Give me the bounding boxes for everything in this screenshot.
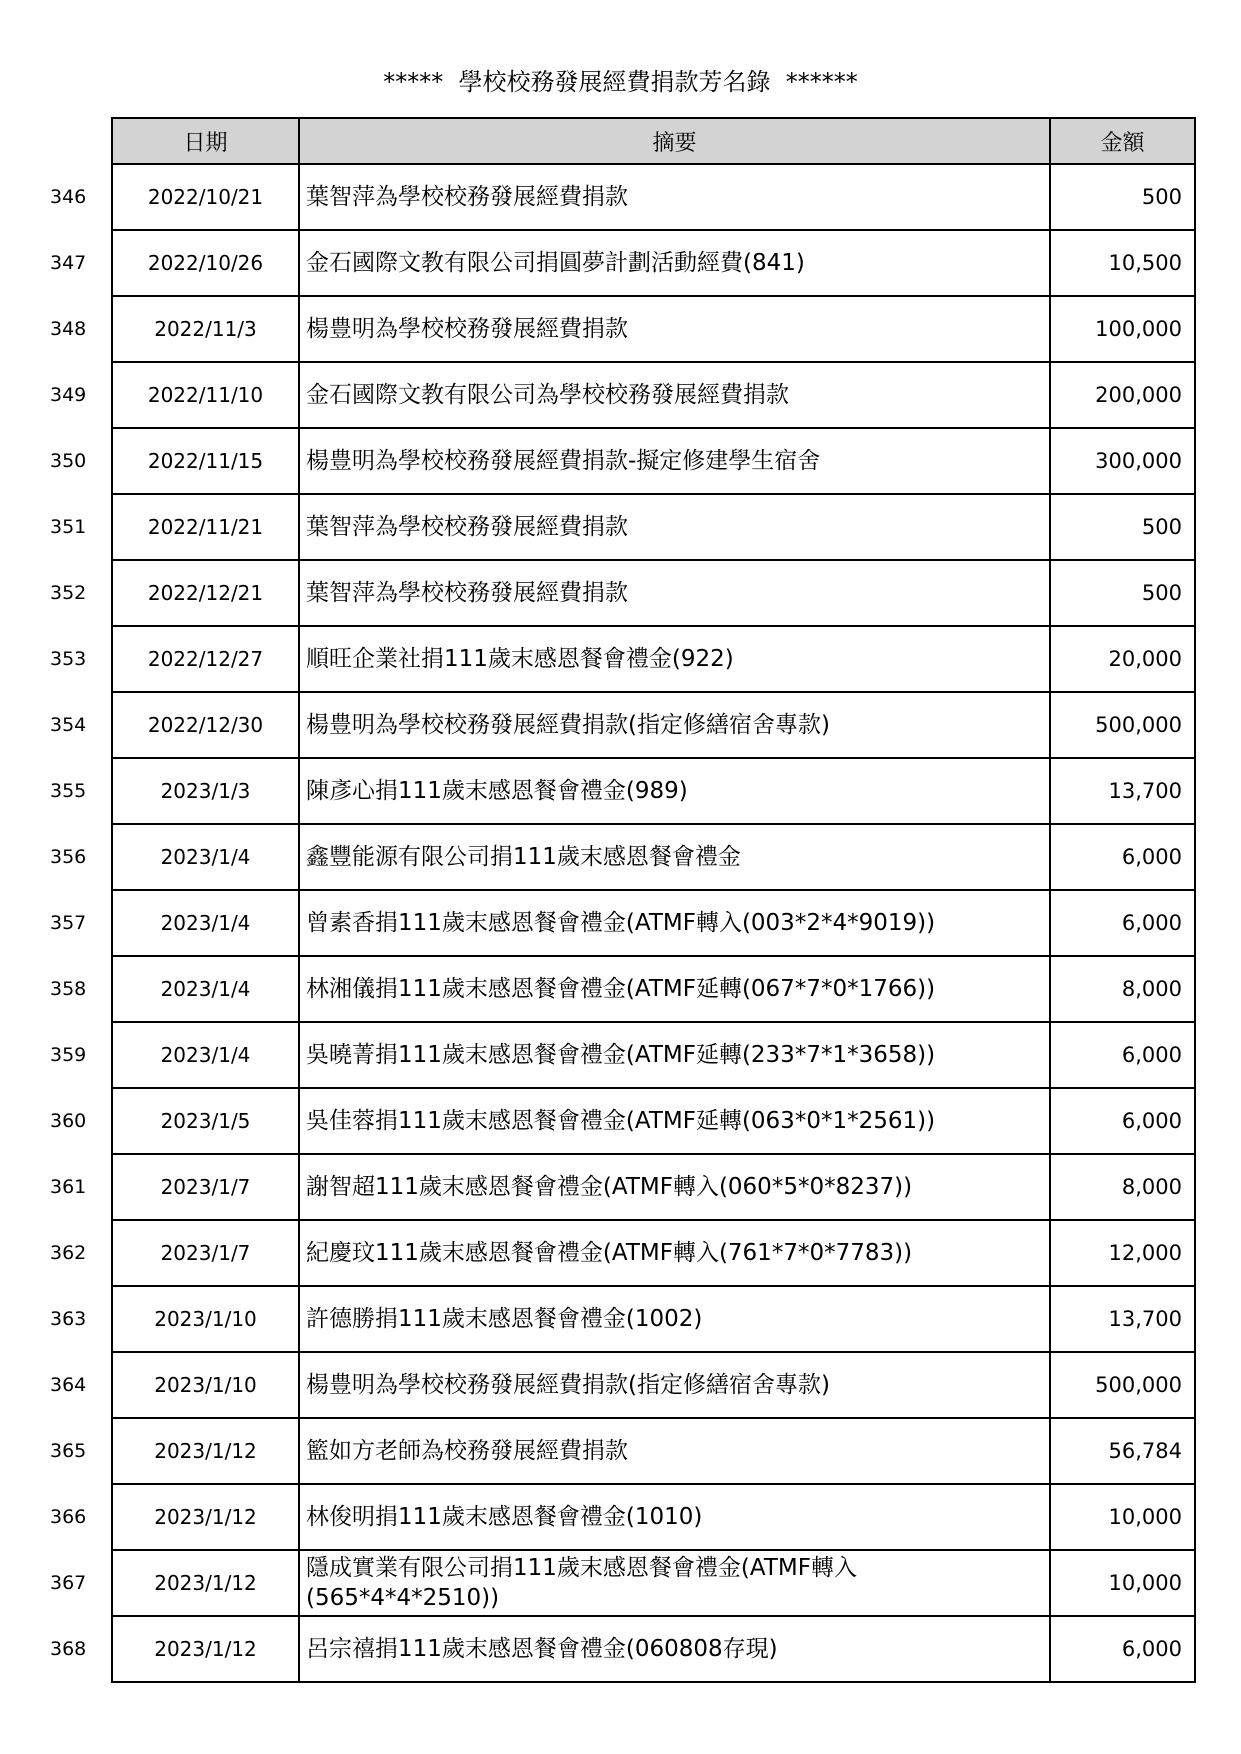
row-date: 2023/1/4 [112,890,299,956]
row-amount: 10,500 [1050,230,1195,296]
row-date: 2023/1/4 [112,1022,299,1088]
table-row [112,428,1195,494]
row-amount: 10,000 [1050,1550,1195,1616]
row-number: 358 [50,978,87,1000]
row-amount: 200,000 [1050,362,1195,428]
row-date: 2023/1/10 [112,1286,299,1352]
row-number: 346 [50,186,87,208]
row-summary: 隱成實業有限公司捐111歲末感恩餐會禮金(ATMF轉入(565*4*4*2510)) [299,1550,1050,1616]
row-summary: 籃如方老師為校務發展經費捐款 [299,1418,1050,1484]
row-number: 368 [50,1638,87,1660]
row-number: 363 [50,1308,87,1330]
row-number: 362 [50,1242,87,1264]
donation-table [111,117,1196,1683]
row-amount: 6,000 [1050,1022,1195,1088]
table-row [112,1418,1195,1484]
row-date: 2023/1/7 [112,1154,299,1220]
row-number: 355 [50,780,87,802]
row-amount: 56,784 [1050,1418,1195,1484]
row-amount: 6,000 [1050,1088,1195,1154]
row-date: 2023/1/12 [112,1616,299,1682]
row-date: 2022/11/15 [112,428,299,494]
row-amount: 20,000 [1050,626,1195,692]
row-number: 360 [50,1110,87,1132]
row-amount: 8,000 [1050,956,1195,1022]
table-row [112,362,1195,428]
row-summary: 林俊明捐111歲末感恩餐會禮金(1010) [299,1484,1050,1550]
row-summary: 葉智萍為學校校務發展經費捐款 [299,560,1050,626]
row-date: 2022/12/27 [112,626,299,692]
row-date: 2023/1/12 [112,1418,299,1484]
row-summary: 楊豊明為學校校務發展經費捐款(指定修繕宿舍專款) [299,1352,1050,1418]
row-date: 2023/1/12 [112,1484,299,1550]
row-amount: 10,000 [1050,1484,1195,1550]
row-amount: 100,000 [1050,296,1195,362]
row-amount: 500,000 [1050,1352,1195,1418]
row-date: 2023/1/10 [112,1352,299,1418]
table-row [112,1220,1195,1286]
table-row [112,296,1195,362]
row-amount: 12,000 [1050,1220,1195,1286]
row-number: 351 [50,516,87,538]
row-date: 2023/1/7 [112,1220,299,1286]
row-number: 353 [50,648,87,670]
table-row [112,1154,1195,1220]
row-date: 2022/10/26 [112,230,299,296]
row-date: 2022/10/21 [112,164,299,230]
row-summary: 金石國際文教有限公司捐圓夢計劃活動經費(841) [299,230,1050,296]
row-date: 2022/11/10 [112,362,299,428]
table-row [112,1616,1195,1682]
row-number: 364 [50,1374,87,1396]
row-date: 2023/1/5 [112,1088,299,1154]
row-date: 2023/1/3 [112,758,299,824]
row-amount: 6,000 [1050,1616,1195,1682]
header-summary: 摘要 [299,118,1050,164]
row-number: 359 [50,1044,87,1066]
row-date: 2022/12/30 [112,692,299,758]
row-date: 2023/1/4 [112,956,299,1022]
row-amount: 13,700 [1050,1286,1195,1352]
table-row [112,494,1195,560]
row-amount: 500 [1050,560,1195,626]
row-date: 2022/11/3 [112,296,299,362]
row-summary: 許德勝捐111歲末感恩餐會禮金(1002) [299,1286,1050,1352]
header-amount: 金額 [1050,118,1195,164]
row-summary: 金石國際文教有限公司為學校校務發展經費捐款 [299,362,1050,428]
row-summary: 楊豊明為學校校務發展經費捐款-擬定修建學生宿舍 [299,428,1050,494]
table-row [112,560,1195,626]
row-number: 356 [50,846,87,868]
table-row [112,890,1195,956]
row-number: 366 [50,1506,87,1528]
row-amount: 6,000 [1050,824,1195,890]
row-amount: 8,000 [1050,1154,1195,1220]
row-summary: 吳佳蓉捐111歲末感恩餐會禮金(ATMF延轉(063*0*1*2561)) [299,1088,1050,1154]
header-date: 日期 [112,118,299,164]
row-summary: 鑫豐能源有限公司捐111歲末感恩餐會禮金 [299,824,1050,890]
row-number: 365 [50,1440,87,1462]
table-row [112,1088,1195,1154]
table-row [112,692,1195,758]
row-summary: 林湘儀捐111歲末感恩餐會禮金(ATMF延轉(067*7*0*1766)) [299,956,1050,1022]
row-number: 367 [50,1572,87,1594]
table-row [112,1352,1195,1418]
table-header-row [112,118,1195,164]
row-summary: 陳彥心捐111歲末感恩餐會禮金(989) [299,758,1050,824]
row-summary: 順旺企業社捐111歲末感恩餐會禮金(922) [299,626,1050,692]
table-row [112,626,1195,692]
row-summary: 葉智萍為學校校務發展經費捐款 [299,164,1050,230]
table-row [112,1484,1195,1550]
table-row [112,1550,1195,1616]
row-number: 349 [50,384,87,406]
row-number: 348 [50,318,87,340]
row-number: 352 [50,582,87,604]
table-row [112,230,1195,296]
row-amount: 13,700 [1050,758,1195,824]
table-row [112,1286,1195,1352]
row-summary: 紀慶玟111歲末感恩餐會禮金(ATMF轉入(761*7*0*7783)) [299,1220,1050,1286]
row-summary: 葉智萍為學校校務發展經費捐款 [299,494,1050,560]
row-date: 2023/1/12 [112,1550,299,1616]
row-number: 354 [50,714,87,736]
row-amount: 300,000 [1050,428,1195,494]
row-number: 350 [50,450,87,472]
row-date: 2022/12/21 [112,560,299,626]
row-number: 357 [50,912,87,934]
row-summary: 吳曉菁捐111歲末感恩餐會禮金(ATMF延轉(233*7*1*3658)) [299,1022,1050,1088]
row-amount: 500 [1050,494,1195,560]
row-amount: 500,000 [1050,692,1195,758]
row-summary: 曾素香捐111歲末感恩餐會禮金(ATMF轉入(003*2*4*9019)) [299,890,1050,956]
row-amount: 500 [1050,164,1195,230]
table-row [112,824,1195,890]
table-row [112,758,1195,824]
table-row [112,1022,1195,1088]
row-number: 347 [50,252,87,274]
row-summary: 楊豊明為學校校務發展經費捐款(指定修繕宿舍專款) [299,692,1050,758]
row-summary: 呂宗禧捐111歲末感恩餐會禮金(060808存現) [299,1616,1050,1682]
page-title: ***** 學校校務發展經費捐款芳名錄 ****** [383,68,858,96]
table-row [112,164,1195,230]
row-summary: 楊豊明為學校校務發展經費捐款 [299,296,1050,362]
row-amount: 6,000 [1050,890,1195,956]
row-date: 2022/11/21 [112,494,299,560]
row-summary: 謝智超111歲末感恩餐會禮金(ATMF轉入(060*5*0*8237)) [299,1154,1050,1220]
row-date: 2023/1/4 [112,824,299,890]
table-row [112,956,1195,1022]
row-number: 361 [50,1176,87,1198]
